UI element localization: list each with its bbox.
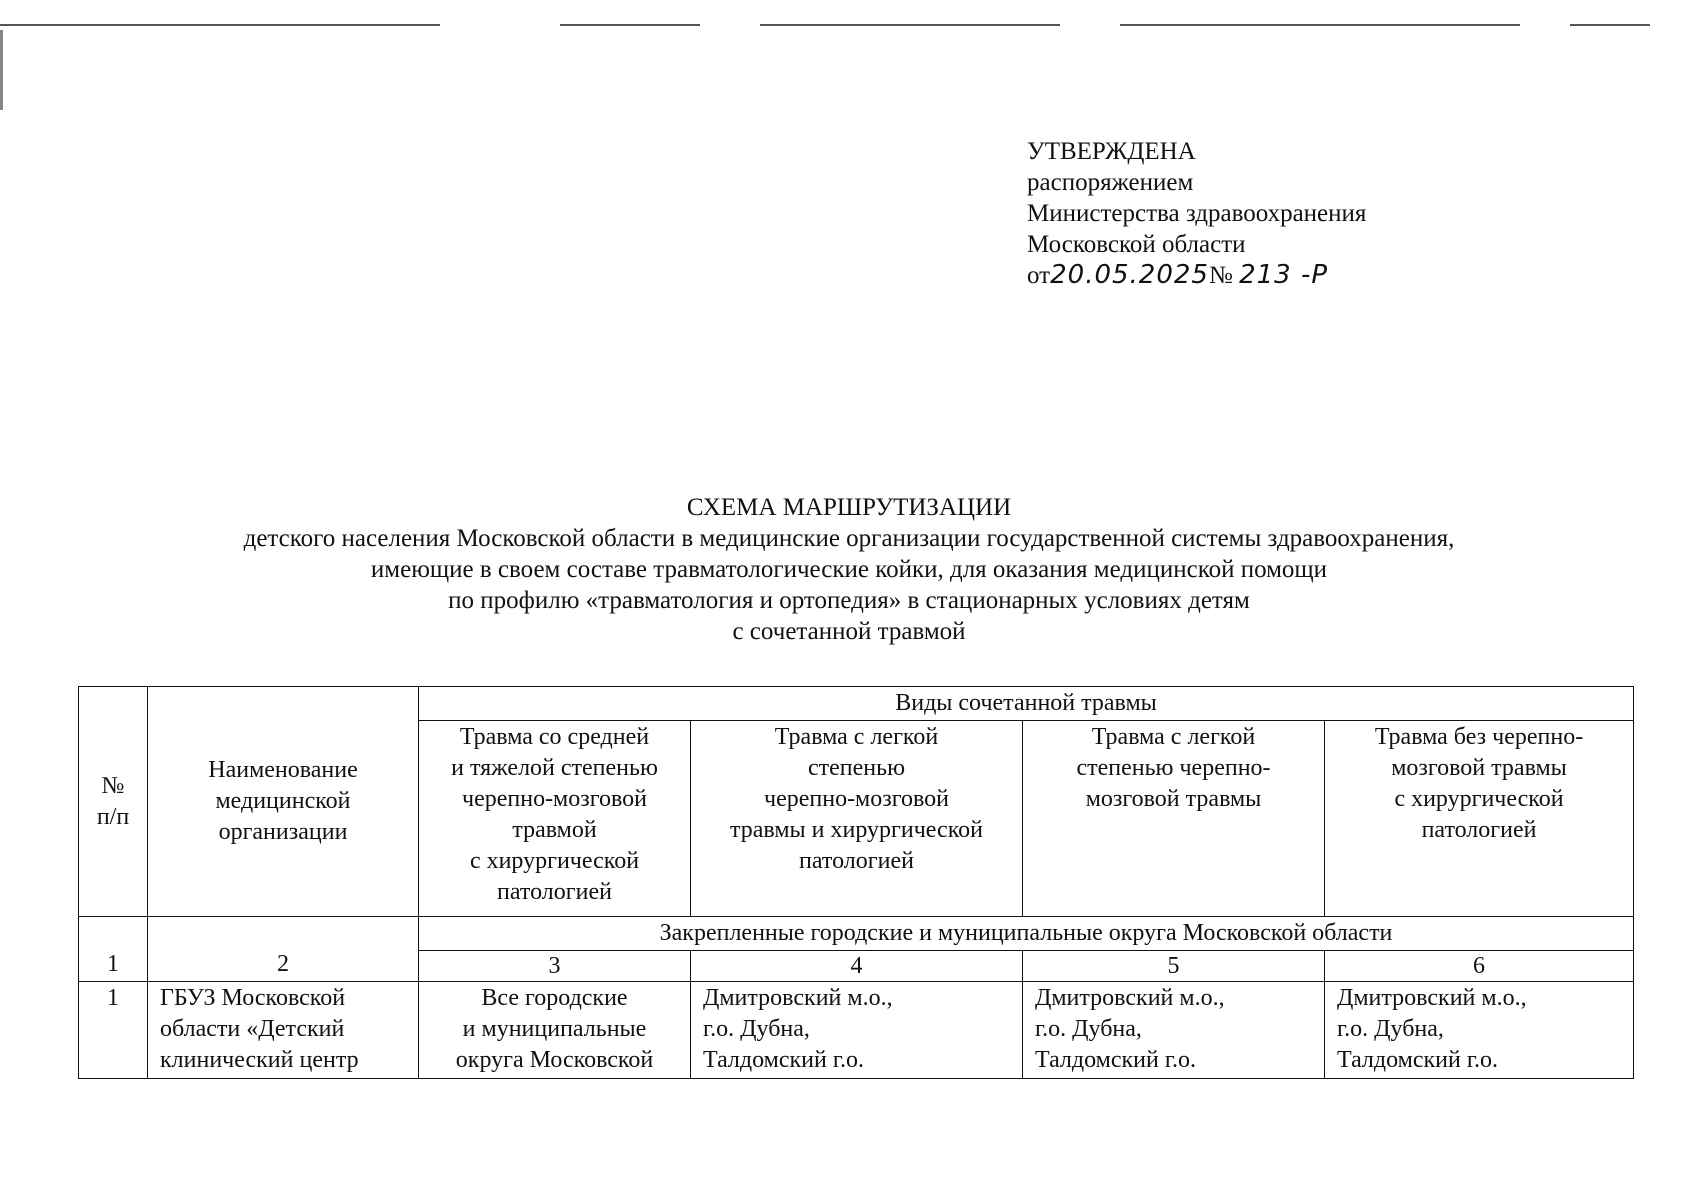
header-type-2: Травма с легкой степенью черепно-мозговой травмы и хирургической патологией [691, 721, 1023, 917]
row-num-text: 1 [107, 985, 119, 1011]
row-col-3 [419, 982, 691, 1079]
row-col-6 [1325, 982, 1634, 1079]
header-type-1: Травма со средней и тяжелой степенью черепно-мозговой травмой с хирургической патологией [419, 721, 691, 917]
title-heading: СХЕМА МАРШРУТИЗАЦИИ [686, 494, 1012, 521]
table-row [79, 982, 1634, 1079]
approval-ministry: Министерства здравоохранения [1027, 200, 1367, 227]
col-number-5: 5 [1023, 951, 1325, 982]
scan-artifact-line [1570, 24, 1650, 26]
document-title [0, 492, 1698, 647]
handwritten-number: 213 -Р [1239, 260, 1329, 290]
row-col-5 [1023, 982, 1325, 1079]
approval-block [1027, 136, 1366, 291]
header-num: № п/п [79, 687, 148, 917]
approval-by: распоряжением [1027, 169, 1194, 196]
approval-date-line [1027, 260, 1366, 291]
title-line-2: имеющие в своем составе травматологические койки, для оказания медицинской помощи [370, 556, 1328, 583]
header-trauma-types: Виды сочетанной травмы [419, 687, 1634, 721]
row-col-5-text: Дмитровский м.о., г.о. Дубна, Талдомский г.о. [1035, 985, 1225, 1073]
number-prefix: № [1208, 262, 1233, 289]
routing-table [78, 686, 1634, 1079]
approval-status: УТВЕРЖДЕНА [1027, 138, 1196, 165]
header-type-3: Травма с легкой степенью черепно- мозговой травмы [1023, 721, 1325, 917]
row-col-4-text: Дмитровский м.о., г.о. Дубна, Талдомский г.о. [703, 985, 893, 1073]
row-num [79, 982, 148, 1079]
col-number-4: 4 [691, 951, 1023, 982]
approval-region: Московской области [1027, 231, 1246, 258]
header-org-name: Наименование медицинской организации [148, 687, 419, 917]
header-type-4: Травма без черепно- мозговой травмы с хирургической патологией [1325, 721, 1634, 917]
scan-artifact-line [560, 24, 700, 26]
title-line-3: по профилю «травматология и ортопедия» в стационарных условиях детям [448, 587, 1250, 614]
col-number-1: 1 [79, 917, 148, 982]
col-number-6: 6 [1325, 951, 1634, 982]
row-org-name-text: ГБУЗ Московской области «Детский клинический центр [160, 985, 359, 1073]
date-prefix: от [1027, 262, 1051, 289]
scan-artifact-edge [0, 30, 3, 110]
row-org-name [148, 982, 419, 1079]
row-col-3-text: Все городские и муниципальные округа Московской [455, 985, 654, 1073]
row-col-6-text: Дмитровский м.о., г.о. Дубна, Талдомский г.о. [1337, 985, 1527, 1073]
header-assigned-districts: Закрепленные городские и муниципальные округа Московской области [419, 917, 1634, 951]
handwritten-date: 20.05.2025 [1050, 260, 1209, 290]
row-col-4 [691, 982, 1023, 1079]
scan-artifact-line [760, 24, 1060, 26]
title-line-4: с сочетанной травмой [732, 618, 966, 645]
title-line-1: детского населения Московской области в медицинские организации государственной системы здравоохранения, [243, 525, 1455, 552]
col-number-3: 3 [419, 951, 691, 982]
scan-artifact-line [0, 24, 440, 26]
scan-artifact-line [1120, 24, 1520, 26]
col-number-2: 2 [148, 917, 419, 982]
